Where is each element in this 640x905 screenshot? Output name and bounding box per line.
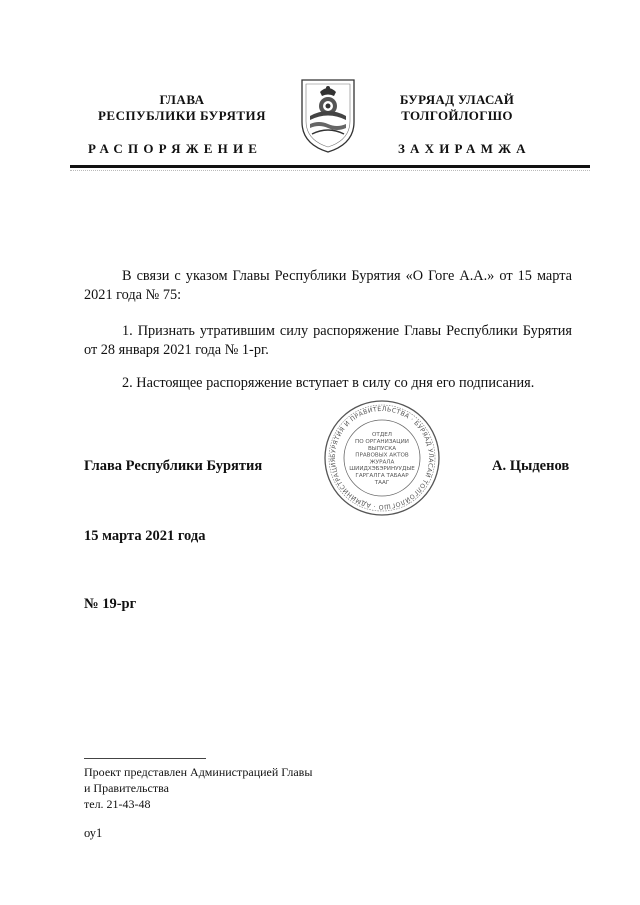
stamp-center-line: ОТДЕЛ	[372, 432, 392, 439]
issuer-bua-line1: БУРЯАД УЛАСАЙ	[399, 92, 515, 107]
header-rule	[70, 165, 590, 168]
paragraph-item-1	[84, 322, 572, 360]
stamp-ring-text: БУРЯТИЯ И ПРАВИТЕЛЬСТВА · БУРЯАД УЛАСАЙ ТОЛГОЙЛОГШО · АДМИНИСТРАЦИЯ	[329, 405, 435, 511]
stamp-center-line: ПО ОРГАНИЗАЦИИ	[355, 439, 409, 445]
stamp-center-line: ШИИДХЭБЭРИНУУДЫЕ	[349, 466, 415, 473]
signatory-title: Глава Республики Бурятия	[84, 458, 263, 474]
official-seal-stamp	[322, 399, 442, 517]
stamp-center-line: ПРАВОВЫХ АКТОВ	[355, 452, 409, 459]
footer-rule	[84, 758, 206, 759]
stamp-center-line: ЖУРАЛА	[369, 459, 395, 466]
paragraph-preamble-text: В связи с указом Главы Республики Бурятия «О Гоге А.А.» от 15 марта 2021 года № 75:	[84, 268, 572, 303]
footer-line-2: и Правительства	[84, 781, 169, 795]
paragraph-item-2	[84, 374, 572, 393]
paragraph-preamble	[84, 267, 572, 305]
stamp-center-line: ГАРГАЛГА ТАБААР	[355, 473, 409, 479]
stamp-center-line: ВЫПУСКА	[367, 445, 397, 452]
document-number: № 19-рг	[84, 596, 137, 612]
signatory-name: А. Цыденов	[492, 458, 570, 474]
paragraph-item-1-text: 1. Признать утратившим силу распоряжение Главы Республики Бурятия от 28 января 2021 года № 1-рг.	[84, 323, 572, 358]
paragraph-item-2-text: 2. Настоящее распоряжение вступает в силу со дня его подписания.	[122, 375, 535, 391]
header-rule-dotted	[70, 170, 590, 171]
issuer-ru-line2: РЕСПУБЛИКИ БУРЯТИЯ	[97, 108, 267, 123]
coat-of-arms-emblem	[296, 74, 360, 154]
footer-line-1: Проект представлен Администрацией Главы	[84, 765, 313, 779]
document-date: 15 марта 2021 года	[84, 528, 206, 544]
footer-note	[84, 764, 312, 812]
doc-type-ru: РАСПОРЯЖЕНИЕ	[88, 141, 263, 156]
issuer-ru-line1: ГЛАВА	[159, 92, 205, 107]
issuer-ru	[82, 92, 282, 124]
stamp-center-line: ТААГ	[374, 479, 390, 486]
footer-line-3: тел. 21-43-48	[84, 797, 151, 811]
document-code: оу1	[84, 826, 103, 840]
issuer-bua	[382, 92, 532, 124]
doc-type-bua: ЗАХИРАМЖА	[398, 141, 531, 156]
issuer-bua-line2: ТОЛГОЙЛОГШО	[401, 108, 513, 123]
